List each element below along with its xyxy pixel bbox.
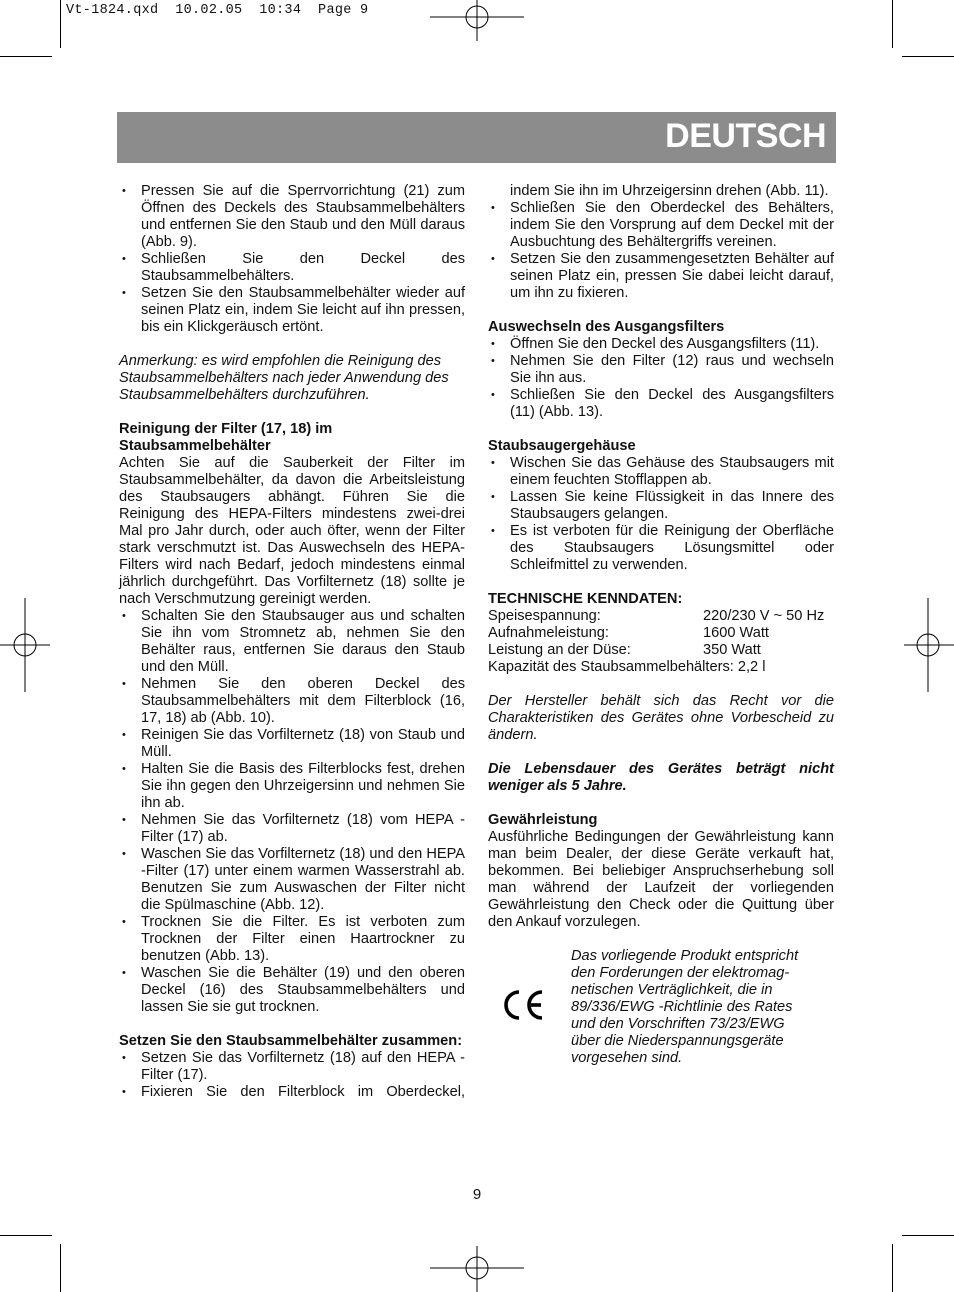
tech-specs-heading: TECHNISCHE KENNDATEN: — [488, 591, 683, 607]
assemble-heading: Setzen Sie den Staubsammelbehälter zusammen: — [119, 1033, 463, 1049]
crop-mark — [60, 1244, 61, 1292]
list-item: • Waschen Sie das Vorfilternetz (18) und den HEPA -Filter (17) unter einem warmen Wasserstrahl ab. Benutzen Sie zum Auswaschen der Filter nicht die Spülmaschine (Abb. 12). — [119, 846, 465, 914]
crop-mark — [60, 0, 61, 48]
cleaning-note: Anmerkung: es wird empfohlen die Reinigung des Staubsammelbehälters nach jeder Anwendung des Staubsammelbehälters durchzuführen. — [119, 353, 449, 403]
registration-mark-icon — [904, 598, 954, 692]
housing-steps-list — [488, 455, 834, 574]
crop-mark — [892, 0, 893, 48]
list-item: • Reinigen Sie das Vorfilternetz (18) von Staub und Müll. — [119, 727, 465, 761]
capacity-spec: Kapazität des Staubsammelbehälters: 2,2 l — [488, 659, 766, 675]
list-item: • Lassen Sie keine Flüssigkeit in das Innere des Staubsaugers gelangen. — [488, 489, 834, 523]
list-item: • Nehmen Sie das Vorfilternetz (18) vom HEPA - Filter (17) ab. — [119, 812, 465, 846]
table-row — [488, 608, 824, 625]
ce-compliance-block — [488, 948, 834, 1068]
crop-mark — [0, 56, 52, 57]
dustbin-steps-list — [119, 183, 465, 336]
ce-line: und den Vorschriften 73/23/EWG — [571, 1016, 785, 1032]
registration-mark-icon — [0, 598, 50, 692]
filter-cleaning-heading: Reinigung der Filter (17, 18) im Staubsammelbehälter — [119, 421, 333, 454]
continuation-text: indem Sie ihn im Uhrzeigersinn drehen (Abb. 11). — [510, 183, 829, 199]
filter-cleaning-paragraph: Achten Sie auf die Sauberkeit der Filter im Staubsammelbehälter, da davon die Arbeitsleistung des Staubsaugers abhängt. Führen Sie die Reinigung des HEPA-Filters mindestens zwei-drei Mal pro Jahr durch, oder auch öfter, wenn der Filter stark verschmutzt ist. Das Auswechseln des HEPA-Filters wird nach Bedarf, jedoch mindestens einmal jährlich durchgeführt. Das Vorfilternetz (18) sollte je nach Verschmutzung gereinigt werden. — [119, 455, 465, 607]
list-item: • Fixieren Sie den Filterblock im Oberdeckel, — [119, 1084, 465, 1101]
output-filter-heading: Auswechseln des Ausgangsfilters — [488, 319, 725, 335]
list-item: • Nehmen Sie den oberen Deckel des Staubsammelbehälters mit dem Filterblock (16, 17, 18) ab (Abb. 10). — [119, 676, 465, 727]
ce-compliance-lines — [571, 948, 831, 1067]
ce-line: 89/336/EWG -Richtlinie des Rates — [571, 999, 793, 1015]
list-item: • Schließen Sie den Oberdeckel des Behälters, indem Sie den Vorsprung auf dem Deckel mit der Ausbuchtung des Behältergriffs vereinen. — [488, 200, 834, 251]
assemble-steps-continued-list — [488, 200, 834, 302]
spec-value: 350 Watt — [703, 642, 761, 658]
ce-line: Das vorliegende Produkt entspricht — [571, 948, 799, 964]
ce-line: den Forderungen der elektromag- — [571, 965, 790, 981]
ce-line: über die Niederspannungsgeräte — [571, 1033, 784, 1049]
crop-mark — [902, 56, 954, 57]
crop-mark — [0, 1235, 52, 1236]
list-item: • Pressen Sie auf die Sperrvorrichtung (21) zum Öffnen des Deckels des Staubsammelbehälters und entfernen Sie den Staub und den Müll daraus (Abb. 9). — [119, 183, 465, 251]
list-item: • Halten Sie die Basis des Filterblocks fest, drehen Sie ihn gegen den Uhrzeigersinn und nehmen Sie ihn ab. — [119, 761, 465, 812]
ce-line: vorgesehen sind. — [571, 1050, 683, 1066]
list-item: • Nehmen Sie den Filter (12) raus und wechseln Sie ihn aus. — [488, 353, 834, 387]
list-item: • Waschen Sie die Behälter (19) und den oberen Deckel (16) des Staubsammelbehälters und lassen Sie sie gut trocknen. — [119, 965, 465, 1016]
table-row — [488, 625, 824, 642]
ce-mark-icon — [500, 988, 546, 1022]
list-item: • Setzen Sie den zusammengesetzten Behälter auf seinen Platz ein, pressen Sie dabei leicht darauf, um ihn zu fixieren. — [488, 251, 834, 302]
registration-mark-icon — [430, 1246, 524, 1292]
warranty-text: Ausführliche Bedingungen der Gewährleistung kann man beim Dealer, der diese Geräte verkauft hat, bekommen. Bei beliebiger Anspruchserhebung soll man während der Laufzeit der vorliegenden Gewährleistung den Check oder die Quittung über den Ankauf vorzulegen. — [488, 829, 834, 930]
print-slug: Vt-1824.qxd 10.02.05 10:34 Page 9 — [66, 3, 369, 18]
page-title: DEUTSCH — [665, 117, 826, 155]
list-item: • Trocknen Sie die Filter. Es ist verboten zum Trocknen der Filter einen Haartrockner zu benutzen (Abb. 13). — [119, 914, 465, 965]
spec-label: Leistung an der Düse: — [488, 642, 631, 658]
list-item: • Schließen Sie den Deckel des Staubsammelbehälters. — [119, 251, 465, 285]
section-banner — [117, 112, 836, 163]
crop-mark — [902, 1235, 954, 1236]
spec-label: Aufnahmeleistung: — [488, 625, 609, 641]
tech-specs-table — [488, 608, 824, 659]
table-row — [488, 642, 824, 659]
filter-steps-list — [119, 608, 465, 1016]
list-item: • Es ist verboten für die Reinigung der Oberfläche des Staubsaugers Lösungsmittel oder Schleifmittel zu verwenden. — [488, 523, 834, 574]
assemble-steps-list — [119, 1050, 465, 1101]
list-item: • Öffnen Sie den Deckel des Ausgangsfilters (11). — [488, 336, 834, 353]
spec-label: Speisespannung: — [488, 608, 601, 624]
housing-heading: Staubsaugergehäuse — [488, 438, 636, 454]
output-filter-steps-list — [488, 336, 834, 421]
list-item: • Wischen Sie das Gehäuse des Staubsaugers mit einem feuchten Stofflappen ab. — [488, 455, 834, 489]
left-column — [119, 183, 465, 1101]
ce-line: netischen Verträglichkeit, die in — [571, 982, 773, 998]
spec-value: 1600 Watt — [703, 625, 769, 641]
list-item: • Setzen Sie das Vorfilternetz (18) auf den HEPA -Filter (17). — [119, 1050, 465, 1084]
spec-value: 220/230 V ~ 50 Hz — [703, 608, 825, 624]
warranty-heading: Gewährleistung — [488, 812, 598, 828]
list-item: • Schalten Sie den Staubsauger aus und schalten Sie ihn vom Stromnetz ab, nehmen Sie den Behälter raus, entfernen Sie daraus den Staub und den Müll. — [119, 608, 465, 676]
lifetime-note: Die Lebensdauer des Gerätes beträgt nicht weniger als 5 Jahre. — [488, 761, 834, 794]
registration-mark-icon — [430, 0, 524, 43]
list-item: • Schließen Sie den Deckel des Ausgangsfilters (11) (Abb. 13). — [488, 387, 834, 421]
page-number: 9 — [472, 1186, 482, 1203]
list-item: • Setzen Sie den Staubsammelbehälter wieder auf seinen Platz ein, indem Sie leicht auf ihn pressen, bis ein Klickgeräusch ertönt. — [119, 285, 465, 336]
right-column — [488, 183, 834, 1068]
manufacturer-note: Der Hersteller behält sich das Recht vor die Charakteristiken des Gerätes ohne Vorbescheid zu ändern. — [488, 693, 834, 743]
crop-mark — [892, 1244, 893, 1292]
